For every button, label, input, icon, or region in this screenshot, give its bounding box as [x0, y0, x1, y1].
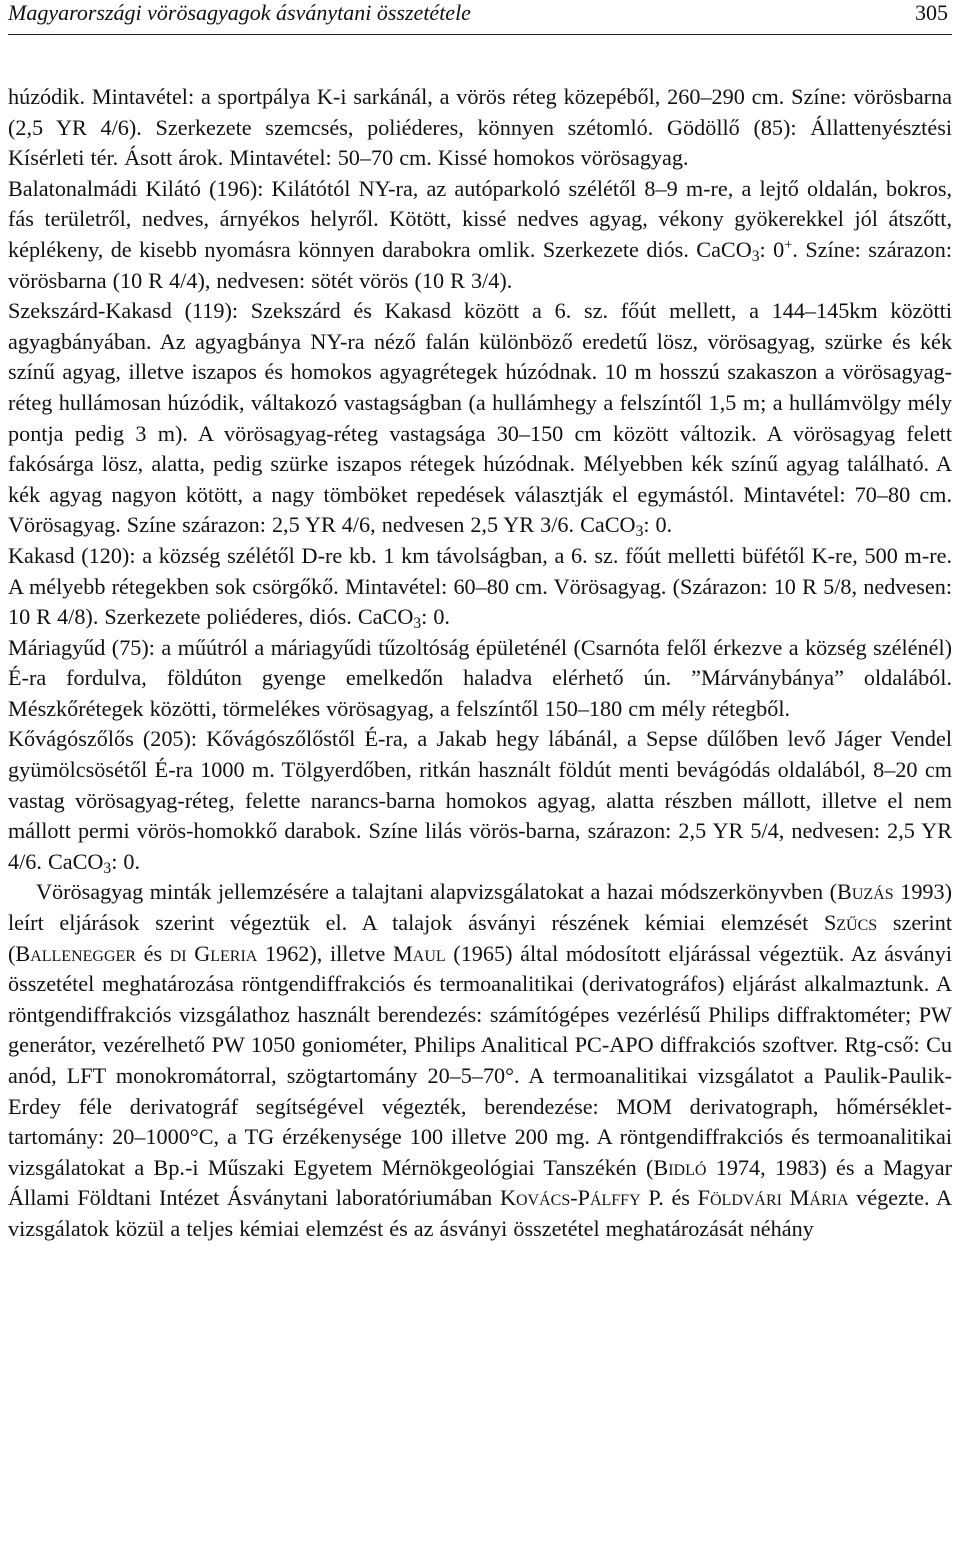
paragraph: [8, 541, 952, 633]
paragraph: [8, 877, 952, 1244]
text-run: (1965) által módosított eljárással végeztük. Az ásványi összetétel meghatározása röntgendiffrakciós és termoanalitikai (derivatográfos) eljárást alkalmaztunk. A röntgendiffrakciós vizsgálathoz használt berendezés: számítógépes vezérlésű Philips diffraktométer; PW generátor, vezérelhető PW 1050 goniométer, Philips Analitical PC-APO diffrakciós szoftver. Rtg-cső: Cu anód, LFT monokromátorral, szögtartomány 20–5–70°. A termoanalitikai vizsgálatot a Paulik-Paulik-Erdey féle derivatográf segítségével végezték, berendezése: MOM derivatograph, hőmérséklet-tartomány: 20–1000°C, a TG érzékenysége 100 illetve 200 mg. A röntgendiffrakciós és termoanalitikai vizsgálatokat a Bp.-i Műszaki Egyetem Mérnökgeológiai Tanszékén (: [8, 940, 952, 1180]
author-name: Kovács-Pálffy P.: [499, 1185, 664, 1211]
formula-index: 3: [103, 859, 112, 877]
text-run: : 0.: [111, 848, 141, 874]
text-run: 1993) leírt eljárások szerint végeztük el. A talajok ásványi részének kémiai elemzését: [8, 879, 952, 936]
formula-index: 3: [635, 523, 644, 541]
author-name: Bidló: [653, 1154, 707, 1180]
running-header: [8, 0, 952, 35]
text-run: húzódik. Mintavétel: a sportpálya K-i sarkánál, a vörös réteg közepéből, 260–290 cm. Színe: vörösbarna (2,5 YR 4/6). Szerkezete szemcsés, poliéderes, könnyen szétomló. Gödöllő (85): Állattenyésztési Kísérleti tér. Ásott árok. Mintavétel: 50–70 cm. Kissé homokos vörösagyag.: [8, 84, 952, 171]
author-name: Földvári Mária: [697, 1185, 849, 1211]
paragraph: [8, 174, 952, 296]
text-run: : 0.: [421, 604, 450, 630]
text-run: szerint (: [8, 910, 952, 966]
text-run: és: [135, 940, 170, 966]
text-run: Kővágószőlős (205): Kővágószőlőstől É-ra, a Jakab hegy lábánál, a Sepse dűlőben levő Jáger Vendel gyümölcsösétől É-ra 1000 m. Tölgyerdőben, ritkán használt földút menti bevágódás oldalából, 8–20 cm vastag vörösagyag-réteg, felette narancs-barna homokos agyag, alatta részben mállott, illetve el nem mállott permi vörös-homokkő darabok. Színe lilás vörös-barna, szárazon: 2,5 YR 5/4, nedvesen: 2,5 YR 4/6. CaCO: [8, 726, 952, 874]
text-run: Kakasd (120): a község szélétől D-re kb. 1 km távolságban, a 6. sz. főút melletti büfétől K-re, 500 m-re. A mélyebb rétegekben sok csörgőkő. Mintavétel: 60–80 cm. Vörösagyag. (Szárazon: 10 R 5/8, nedvesen: 10 R 4/8). Szerkezete poliéderes, diós. CaCO: [8, 542, 952, 630]
author-name: Ballenegger: [15, 940, 136, 966]
body-text: [8, 82, 952, 1245]
text-run: 1962), illetve: [257, 940, 394, 966]
paragraph: [8, 633, 952, 725]
paragraph: [8, 82, 952, 174]
text-run: : 0: [759, 236, 785, 262]
paragraph: [8, 296, 952, 541]
running-title: Magyarországi vörösagyagok ásványtani összetétele: [8, 0, 471, 25]
page-number: 305: [915, 0, 948, 25]
text-run: Balatonalmádi Kilátó (196): Kilátótól NY-ra, az autóparkoló szélétől 8–9 m-re, a lejtő oldalán, bokros, fás területről, nedves, árnyékos helyről. Kötött, kissé nedves agyag, vékony gyökerekkel jól átszőtt, képlékeny, de kisebb nyomásra könnyen darabokra omlik. Szerkezete diós. CaCO: [8, 175, 952, 262]
text-run: . Színe: szárazon: vörösbarna (10 R 4/4), nedvesen: sötét vörös (10 R 3/4).: [8, 236, 952, 293]
author-name: di Gleria: [169, 940, 258, 966]
formula-index: 3: [413, 615, 422, 633]
author-name: Buzás: [837, 879, 894, 905]
formula-index: +: [784, 236, 793, 253]
author-name: Maul: [393, 940, 446, 966]
text-run: és: [663, 1185, 698, 1211]
text-run: : 0.: [643, 512, 673, 538]
formula-index: 3: [751, 247, 760, 265]
text-run: végezte. A vizsgálatok közül a teljes kémiai elemzést és az ásványi összetétel meghatározását néhány: [8, 1185, 953, 1241]
text-run: Szekszárd-Kakasd (119): Szekszárd és Kakasd között a 6. sz. főút mellett, a 144–145km közötti agyagbányában. Az agyagbánya NY-ra néző falán különböző eredetű lösz, vörösagyag, szürke és kék színű agyag, illetve iszapos és homokos agyagrétegek húzódnak. 10 m hosszú szakaszon a vörösagyag-réteg hullámosan húzódik, váltakozó vastagságban (a hullámhegy a felszíntől 1,5 m; a hullámvölgy mély pontja pedig 3 m). A vörösagyag-réteg vastagsága 30–150 cm között változik. A vörösagyag felett fakósárga lösz, alatta, pedig szürke iszapos rétegek húzódnak. Mélyebben kék színű agyag található. A kék agyag nagyon kötött, a nagy tömböket repedések választják el egymástól. Mintavétel: 70–80 cm. Vörösagyag. Színe szárazon: 2,5 YR 4/6, nedvesen 2,5 YR 3/6. CaCO: [8, 298, 952, 538]
text-run: Vörösagyag minták jellemzésére a talajtani alapvizsgálatokat a hazai módszerkönyvben (: [36, 879, 838, 905]
text-run: 1974, 1983) és a Magyar Állami Földtani Intézet Ásványtani laboratóriumában: [8, 1154, 952, 1211]
text-run: Máriagyűd (75): a műútról a máriagyűdi tűzoltóság épületénél (Csarnóta felől érkezve a község szélénél) É-ra fordulva, földúton gyenge emelkedőn haladva elérhető ún. ”Márványbánya” oldalából. Mészkőrétegek közötti, törmelékes vörösagyag, a felszíntől 150–180 cm mély rétegből.: [8, 634, 952, 721]
author-name: Szűcs: [823, 910, 878, 936]
paragraph: [8, 724, 952, 877]
